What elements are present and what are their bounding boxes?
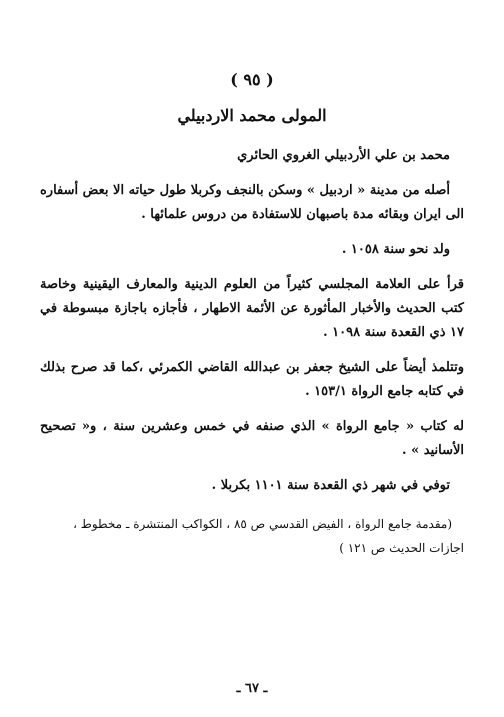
origin-paragraph: أصله من مدينة « اردبيل » وسكن بالنجف وكربلا طول حياته الا بعض أسفاره الى ايران وبقائه مدة باصبهان للاستفادة من دروس علمائها .: [40, 183, 464, 222]
studies-paragraph: قرأ على العلامة المجلسي كثيراً من العلوم الدينية والمعارف اليقينية وخاصة كتب الحديث والأخبار المأثورة عن الأئمة الاطهار ، فأجازه باجازة مبسوطة في ١٧ ذي القعدة سنة ١٠٩٨ .: [40, 277, 464, 340]
page-number: ـ ٦٧ ـ: [236, 681, 268, 696]
birth-paragraph: ولد نحو سنة ١٠٥٨ .: [341, 242, 450, 257]
works-paragraph: له كتاب « جامع الرواة » الذي صنفه في خمس وعشرين سنة ، و« تصحيح الأسانيد » .: [40, 419, 464, 458]
entry-number: ( ٩٥ ): [230, 70, 274, 89]
sources-citation: (مقدمة جامع الرواة ، الفيض القدسي ص ٨٥ ، الكواكب المنتشرة ـ مخطوط ، اجازات الحديث ص ١٢١ ): [73, 517, 464, 555]
death-paragraph: توفي في شهر ذي القعدة سنة ١١٠١ بكربلا .: [211, 478, 450, 493]
teachers-paragraph: وتتلمذ أيضاً على الشيخ جعفر بن عبدالله القاضي الكمرئي ،كما قد صرح بذلك في كتابه جامع الرواة ١٥٣/١ .: [40, 360, 464, 399]
biography-body: [40, 144, 464, 509]
name-line: محمد بن علي الأردبيلي الغروي الحائري: [237, 148, 450, 163]
entry-title: المولى محمد الاردبيلي: [177, 106, 327, 125]
